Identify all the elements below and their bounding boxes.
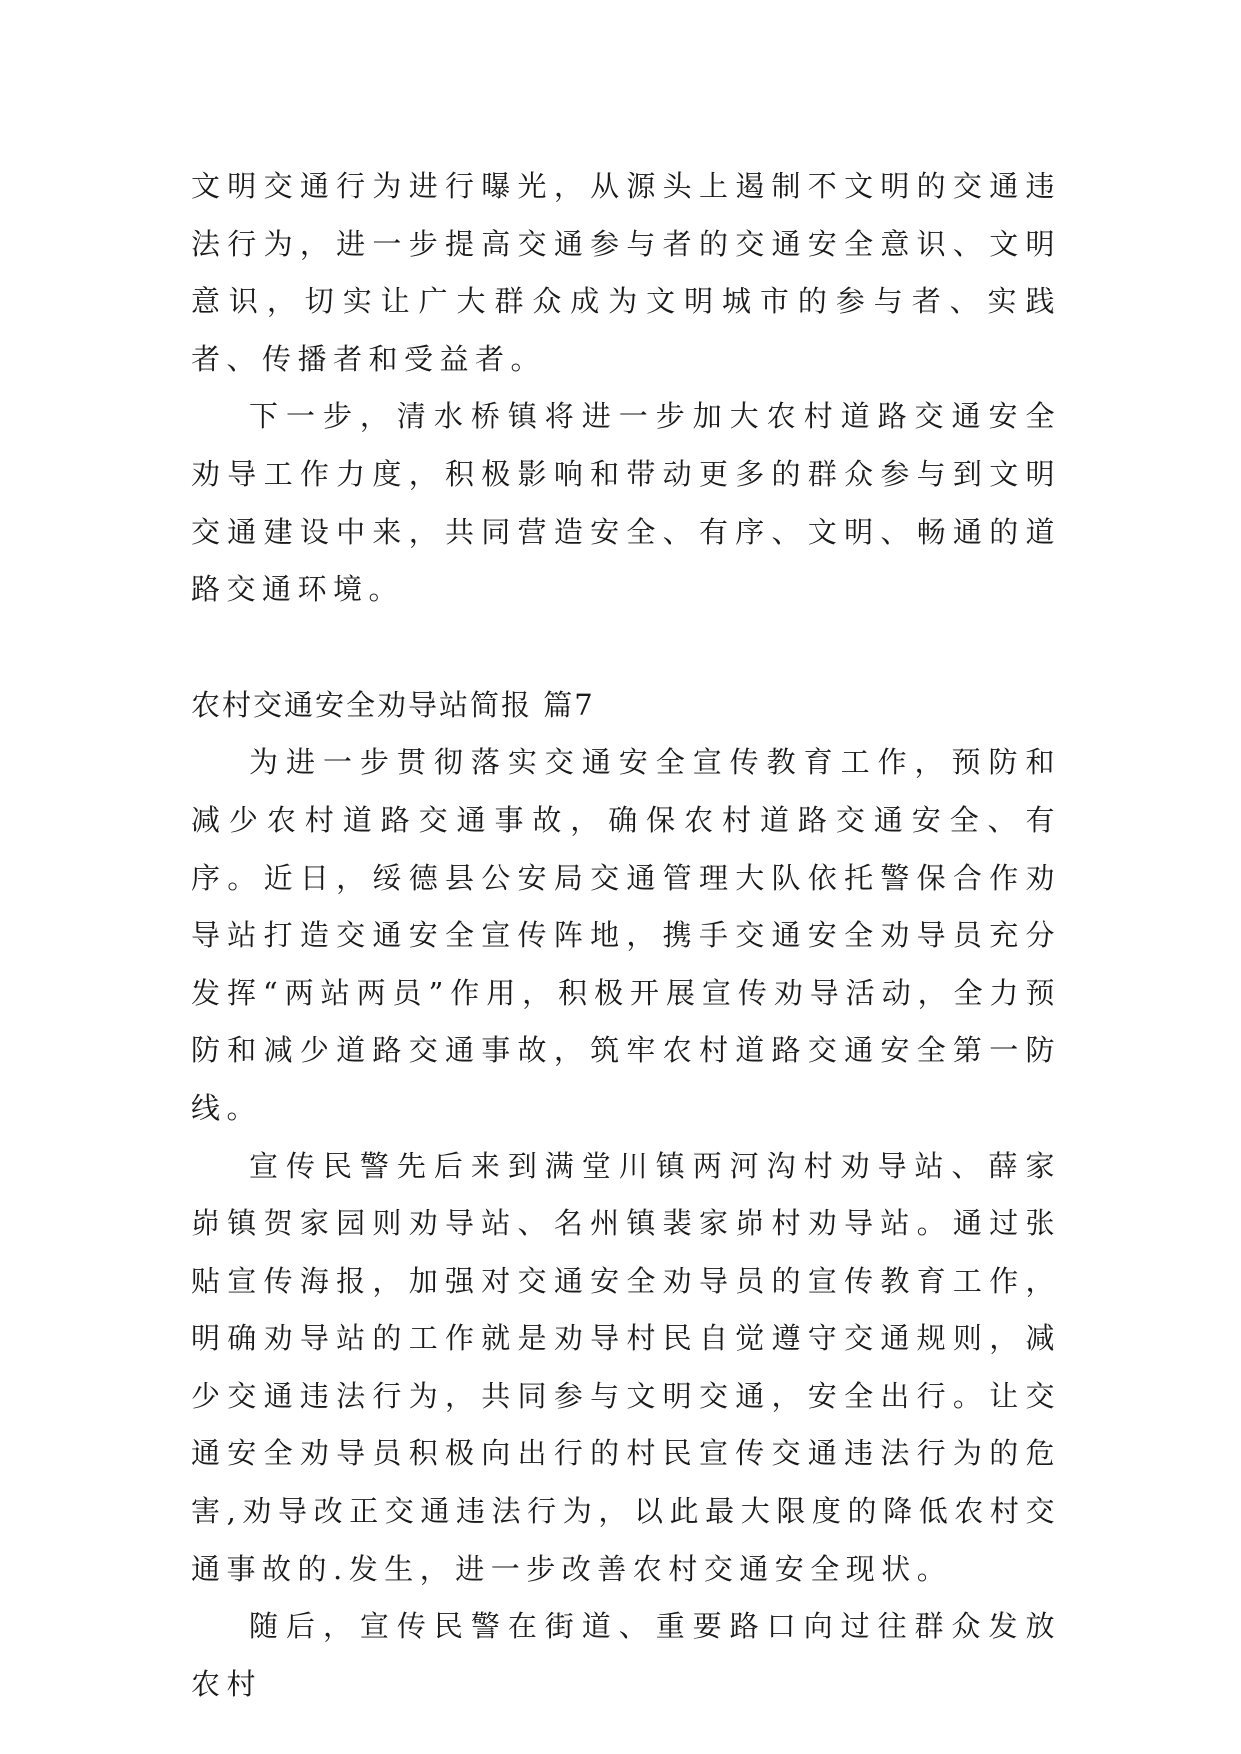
paragraph-followup: 随后，宣传民警在街道、重要路口向过往群众发放农村 [191,1609,1061,1701]
paragraph-continuation: 文明交通行为进行曝光，从源头上遏制不文明的交通违法行为，进一步提高交通参与者的交通安全意识、文明意识，切实让广大群众成为文明城市的参与者、实践者、传播者和受益者。 [191,169,1061,376]
paragraph-police-visit: 宣传民警先后来到满堂川镇两河沟村劝导站、薛家峁镇贺家园则劝导站、名州镇裴家峁村劝导站。通过张贴宣传海报，加强对交通安全劝导员的宣传教育工作，明确劝导站的工作就是劝导村民自觉遵守交通规则，减少交通违法行为，共同参与文明交通，安全出行。让交通安全劝导员积极向出行的村民宣传交通违法行为的危害,劝导改正交通违法行为，以此最大限度的降低农村交通事故的.发生，进一步改善农村交通安全现状。 [191,1148,1061,1586]
section-title: 农村交通安全劝导站简报 篇7 [191,687,595,722]
paragraph-intro: 为进一步贯彻落实交通安全宣传教育工作，预防和减少农村道路交通事故，确保农村道路交通安全、有序。近日，绥德县公安局交通管理大队依托警保合作劝导站打造交通安全宣传阵地，携手交通安全劝导员充分发挥“两站两员”作用，积极开展宣传劝导活动，全力预防和减少道路交通事故，筑牢农村道路交通安全第一防线。 [191,745,1061,1125]
paragraph-next-step: 下一步，清水桥镇将进一步加大农村道路交通安全劝导工作力度，积极影响和带动更多的群众参与到文明交通建设中来，共同营造安全、有序、文明、畅通的道路交通环境。 [191,399,1061,607]
document-body [191,158,1061,1713]
